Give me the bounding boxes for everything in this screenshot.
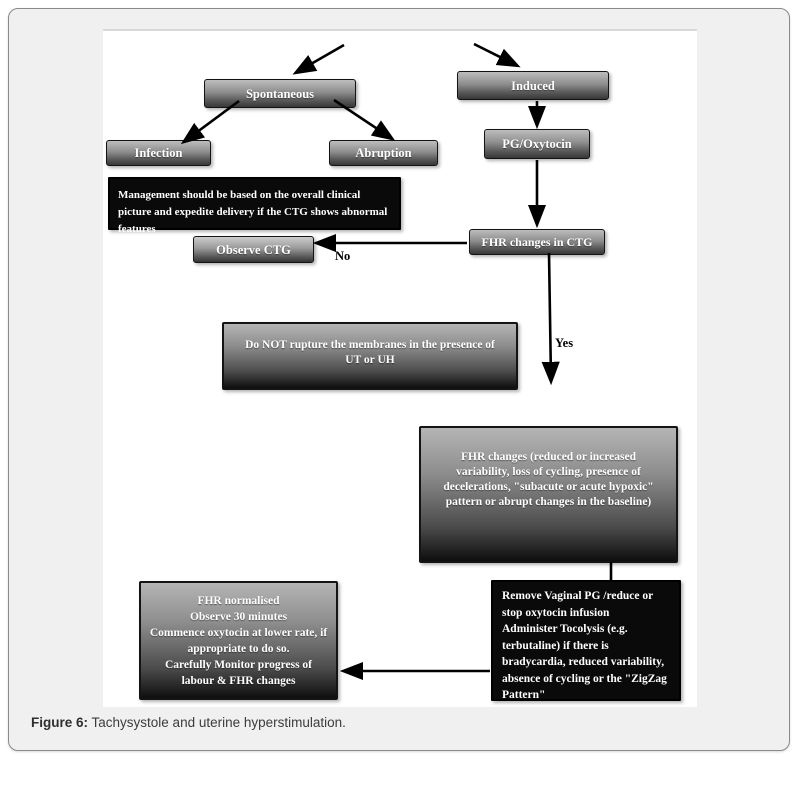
arrow-top-to-spontaneous xyxy=(297,45,344,72)
flow-node-do-not-rupture xyxy=(222,322,518,390)
flow-node-label: Abruption xyxy=(355,146,412,160)
edge-label-yes: Yes xyxy=(555,336,574,350)
flow-node-remove-pg xyxy=(491,580,681,701)
flow-node-line: Remove Vaginal PG /reduce or stop oxytocin infusion xyxy=(502,590,653,619)
arrow-top-to-induced xyxy=(474,44,516,65)
flow-node-fhr-changes-detail xyxy=(419,426,678,563)
flow-node-label: Do NOT rupture the membranes in the presence of UT or UH xyxy=(245,339,495,366)
flow-node-observe-ctg xyxy=(193,236,314,263)
flow-node-pg-oxytocin xyxy=(484,129,590,159)
flow-node-abruption xyxy=(329,140,438,166)
arrow-fhrctg-yes-down xyxy=(549,253,551,380)
flow-node-label: Spontaneous xyxy=(245,86,315,101)
flow-node-label: Management should be based on the overall clinical picture and expedite delivery if the CTG shows abnormal features xyxy=(118,189,388,235)
flow-node-line: Carefully Monitor progress of labour & FHR changes xyxy=(164,659,313,687)
flow-node-line: Commence oxytocin at lower rate, if appropriate to do so. xyxy=(149,627,328,655)
flow-node-label: FHR changes in CTG xyxy=(481,235,593,249)
figure-caption xyxy=(31,715,346,730)
figure-caption-text: Tachysystole and uterine hyperstimulation. xyxy=(88,715,346,730)
flow-node-fhr-changes-ctg xyxy=(469,229,605,255)
flow-node-fhr-normalised xyxy=(139,581,338,700)
flow-node-label: Infection xyxy=(134,146,183,160)
figure-card xyxy=(8,8,790,751)
flow-node-line: FHR normalised xyxy=(197,595,280,607)
flow-node-induced xyxy=(457,71,609,100)
flowchart-figure xyxy=(103,29,697,707)
flow-node-spontaneous xyxy=(204,79,356,108)
figure-caption-label: Figure 6: xyxy=(31,715,89,730)
flow-node-label: Induced xyxy=(511,78,555,93)
flow-node-line: Observe 30 minutes xyxy=(189,611,288,623)
flow-node-label: PG/Oxytocin xyxy=(502,137,572,151)
flow-node-line: Administer Tocolysis (e.g. terbutaline) if there is bradycardia, reduced variability, absence of cycling or the "ZigZag Pattern" xyxy=(502,623,667,701)
flow-node-management-note xyxy=(108,177,401,235)
edge-label-no: No xyxy=(335,249,351,263)
flow-node-label: Observe CTG xyxy=(216,242,291,257)
flow-node-label: FHR changes (reduced or increased variability, loss of cycling, presence of decelerations, "subacute or acute hypoxic" pattern or abrupt changes in the baseline) xyxy=(443,451,654,508)
flow-node-infection xyxy=(106,140,211,166)
